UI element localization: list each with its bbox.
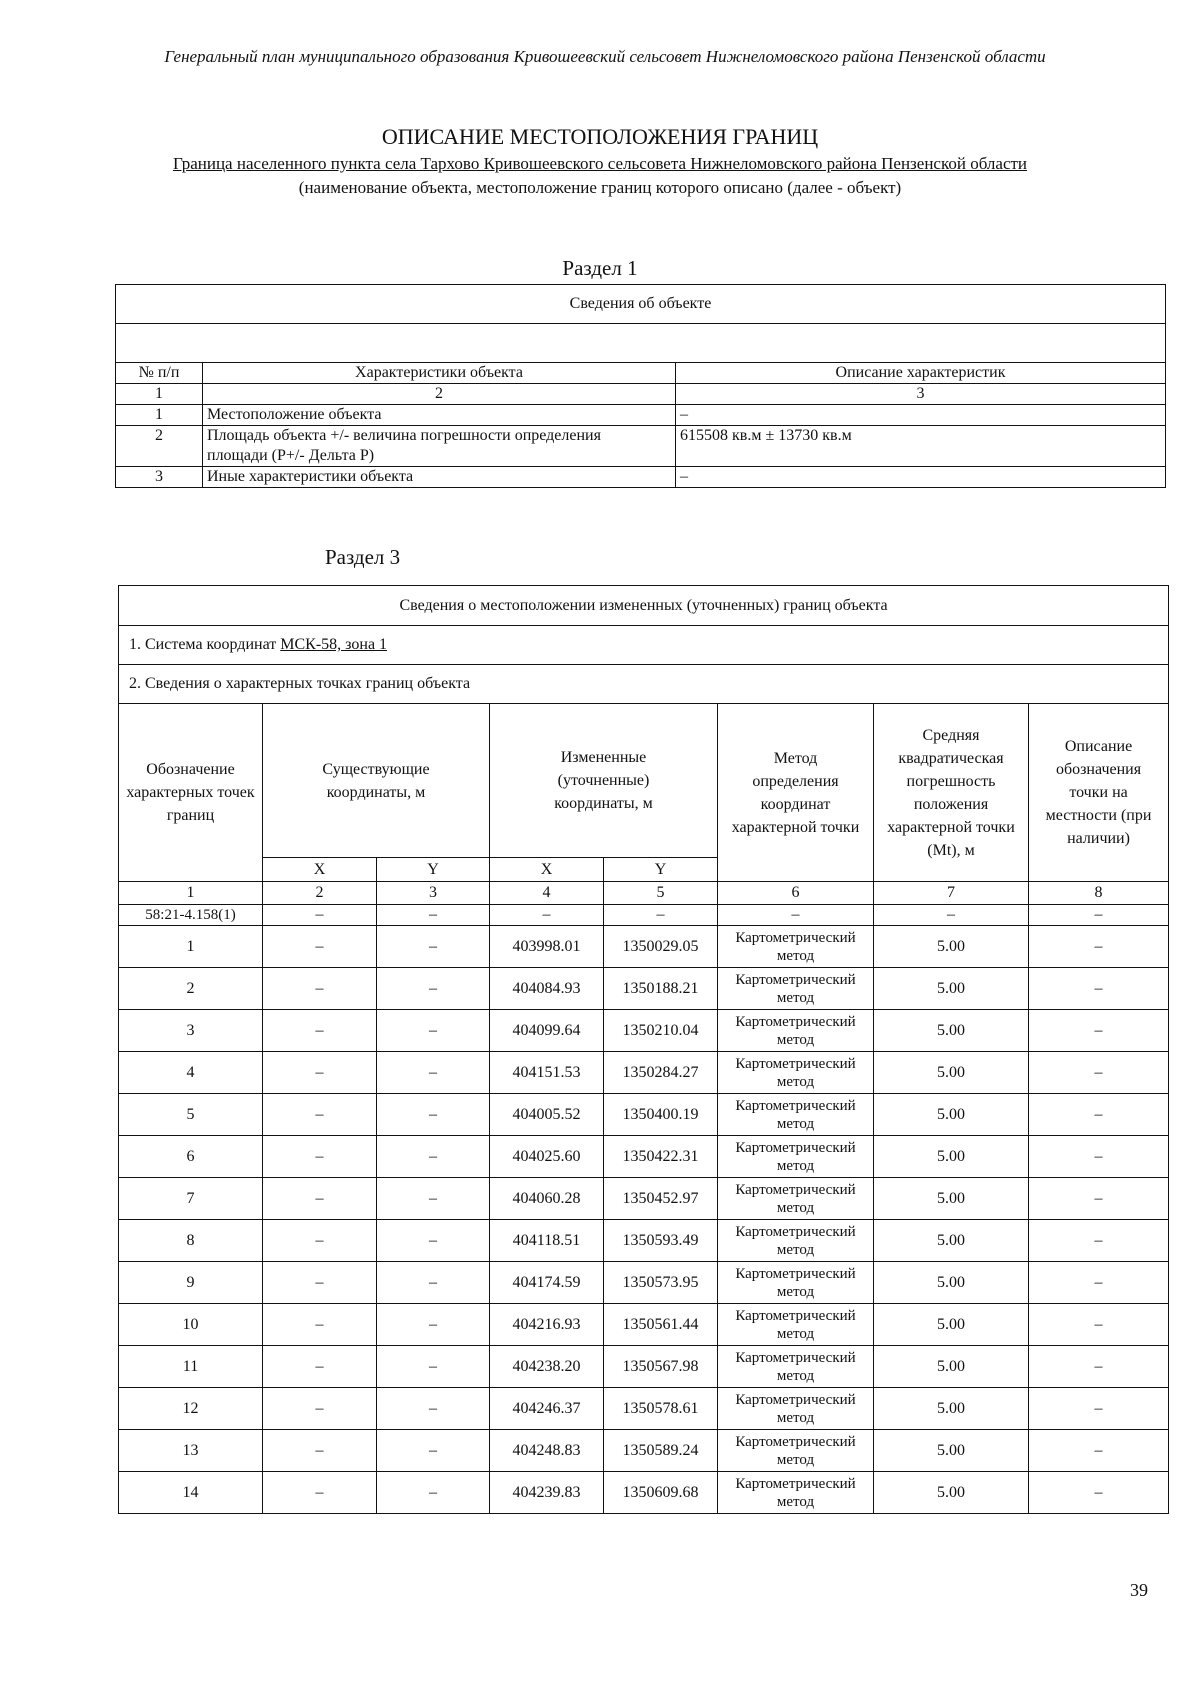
new-x: 404099.64: [490, 1010, 604, 1052]
new-x: 404216.93: [490, 1304, 604, 1346]
document-note: (наименование объекта, местоположение границ которого описано (далее - объект): [298, 178, 902, 197]
point-number: 6: [119, 1136, 263, 1178]
existing-y: –: [377, 1052, 490, 1094]
column-number: 3: [676, 384, 1166, 405]
mt-cell: 5.00: [874, 1430, 1029, 1472]
existing-x: –: [263, 1304, 377, 1346]
new-y: 1350561.44: [604, 1304, 718, 1346]
new-x: 404118.51: [490, 1220, 604, 1262]
new-y: 1350578.61: [604, 1388, 718, 1430]
table-title: Сведения об объекте: [116, 285, 1166, 324]
point-number: 4: [119, 1052, 263, 1094]
point-number: 7: [119, 1178, 263, 1220]
method-cell: Картометрический метод: [718, 1094, 874, 1136]
column-header: Описание характеристик: [676, 363, 1166, 384]
table-row: [119, 1388, 1169, 1430]
point-number: 5: [119, 1094, 263, 1136]
point-number: 11: [119, 1346, 263, 1388]
table-row: [119, 1178, 1169, 1220]
method-cell: Картометрический метод: [718, 1430, 874, 1472]
header-row: [119, 704, 1169, 858]
description-cell: –: [1029, 1220, 1169, 1262]
mt-cell: 5.00: [874, 926, 1029, 968]
mt-cell: 5.00: [874, 1052, 1029, 1094]
method-cell: Картометрический метод: [718, 1136, 874, 1178]
axis-label-y: Y: [377, 858, 490, 882]
new-y: 1350422.31: [604, 1136, 718, 1178]
axis-label-x: X: [490, 858, 604, 882]
new-y: 1350400.19: [604, 1094, 718, 1136]
table-row: [119, 1430, 1169, 1472]
new-y: 1350609.68: [604, 1472, 718, 1514]
table-row: [119, 1010, 1169, 1052]
existing-x: –: [263, 1010, 377, 1052]
description-cell: –: [1029, 1430, 1169, 1472]
column-header: № п/п: [116, 363, 203, 384]
existing-y: –: [377, 1472, 490, 1514]
new-x: 404174.59: [490, 1262, 604, 1304]
method-cell: Картометрический метод: [718, 1346, 874, 1388]
column-header: Средняя квадратическая погрешность положения характерной точки (Mt), м: [874, 704, 1029, 882]
existing-x: –: [263, 1346, 377, 1388]
existing-y: –: [377, 1346, 490, 1388]
existing-x: –: [263, 1430, 377, 1472]
description-cell: –: [1029, 1136, 1169, 1178]
description-cell: –: [1029, 1178, 1169, 1220]
column-number: 1: [116, 384, 203, 405]
section-1-table: [115, 284, 1166, 488]
table-row: [119, 1094, 1169, 1136]
existing-x: –: [263, 1388, 377, 1430]
existing-x: –: [263, 926, 377, 968]
section-1-label: Раздел 1: [562, 256, 638, 280]
section-3-label: Раздел 3: [325, 545, 401, 569]
mt-cell: 5.00: [874, 1304, 1029, 1346]
column-number: 2: [263, 882, 377, 905]
existing-x: –: [263, 1262, 377, 1304]
method-cell: Картометрический метод: [718, 926, 874, 968]
characteristic-value: 615508 кв.м ± 13730 кв.м: [676, 426, 1166, 467]
spacer-row: [116, 324, 1166, 363]
description-cell: –: [1029, 1388, 1169, 1430]
existing-y: –: [377, 1178, 490, 1220]
axis-label-x: X: [263, 858, 377, 882]
section-3-table: [118, 585, 1169, 1514]
new-x: 404060.28: [490, 1178, 604, 1220]
new-y: 1350452.97: [604, 1178, 718, 1220]
running-header: Генеральный план муниципального образования Кривошеевский сельсовет Нижнеломовского района Пензенской области: [164, 47, 1046, 66]
table-row: [119, 968, 1169, 1010]
column-header: Характеристики объекта: [203, 363, 676, 384]
mt-cell: 5.00: [874, 1220, 1029, 1262]
existing-y: –: [377, 1262, 490, 1304]
point-number: 2: [119, 968, 263, 1010]
table-row: [116, 405, 1166, 426]
existing-x: –: [263, 1052, 377, 1094]
point-number: 1: [119, 926, 263, 968]
column-number: 8: [1029, 882, 1169, 905]
point-number: 8: [119, 1220, 263, 1262]
column-number: 4: [490, 882, 604, 905]
description-cell: –: [1029, 1052, 1169, 1094]
mt-cell: 5.00: [874, 1472, 1029, 1514]
dash-cell: –: [874, 905, 1029, 926]
new-y: 1350567.98: [604, 1346, 718, 1388]
dash-cell: –: [604, 905, 718, 926]
table-row: [119, 1052, 1169, 1094]
point-number: 12: [119, 1388, 263, 1430]
column-number: 2: [203, 384, 676, 405]
description-cell: –: [1029, 1094, 1169, 1136]
new-y: 1350188.21: [604, 968, 718, 1010]
description-cell: –: [1029, 926, 1169, 968]
new-x: 404005.52: [490, 1094, 604, 1136]
mt-cell: 5.00: [874, 1178, 1029, 1220]
characteristic-value: –: [676, 405, 1166, 426]
column-number: 6: [718, 882, 874, 905]
table-title-row: [119, 586, 1169, 626]
new-x: 404151.53: [490, 1052, 604, 1094]
existing-y: –: [377, 1304, 490, 1346]
new-y: 1350210.04: [604, 1010, 718, 1052]
new-x: 404238.20: [490, 1346, 604, 1388]
new-x: 403998.01: [490, 926, 604, 968]
method-cell: Картометрический метод: [718, 1472, 874, 1514]
dash-cell: –: [263, 905, 377, 926]
column-number: 7: [874, 882, 1029, 905]
existing-y: –: [377, 1220, 490, 1262]
column-number-row: [116, 384, 1166, 405]
column-header: Измененные (уточненные) координаты, м: [490, 704, 718, 858]
column-header: Описание обозначения точки на местности (при наличии): [1029, 704, 1169, 882]
existing-x: –: [263, 1136, 377, 1178]
contour-label: 58:21-4.158(1): [119, 905, 263, 926]
contour-row: [119, 905, 1169, 926]
existing-y: –: [377, 968, 490, 1010]
new-x: 404248.83: [490, 1430, 604, 1472]
method-cell: Картометрический метод: [718, 1052, 874, 1094]
row-number: 2: [116, 426, 203, 467]
point-number: 9: [119, 1262, 263, 1304]
new-y: 1350284.27: [604, 1052, 718, 1094]
new-x: 404084.93: [490, 968, 604, 1010]
points-title-row: [119, 665, 1169, 704]
description-cell: –: [1029, 1262, 1169, 1304]
table-row: [119, 1136, 1169, 1178]
table-row: [119, 1472, 1169, 1514]
row-number: 1: [116, 405, 203, 426]
dash-cell: –: [490, 905, 604, 926]
method-cell: Картометрический метод: [718, 1010, 874, 1052]
characteristic-value: –: [676, 467, 1166, 488]
method-cell: Картометрический метод: [718, 1220, 874, 1262]
method-cell: Картометрический метод: [718, 968, 874, 1010]
page-number: 39: [1130, 1580, 1148, 1600]
table-row: [119, 926, 1169, 968]
new-x: 404239.83: [490, 1472, 604, 1514]
dash-cell: –: [377, 905, 490, 926]
existing-x: –: [263, 1094, 377, 1136]
column-number: 1: [119, 882, 263, 905]
method-cell: Картометрический метод: [718, 1388, 874, 1430]
table-title-row: [116, 285, 1166, 324]
point-number: 10: [119, 1304, 263, 1346]
existing-y: –: [377, 926, 490, 968]
coordinate-system-row: [119, 626, 1169, 665]
column-header: Существующие координаты, м: [263, 704, 490, 858]
column-header: Метод определения координат характерной точки: [718, 704, 874, 882]
table-row: [116, 426, 1166, 467]
new-y: 1350589.24: [604, 1430, 718, 1472]
header-row: [116, 363, 1166, 384]
column-number: 3: [377, 882, 490, 905]
table-title: Сведения о местоположении измененных (уточненных) границ объекта: [119, 586, 1169, 626]
description-cell: –: [1029, 1346, 1169, 1388]
document-title: ОПИСАНИЕ МЕСТОПОЛОЖЕНИЯ ГРАНИЦ: [381, 124, 819, 149]
mt-cell: 5.00: [874, 1136, 1029, 1178]
points-title: 2. Сведения о характерных точках границ объекта: [119, 665, 1169, 704]
axis-label-y: Y: [604, 858, 718, 882]
existing-y: –: [377, 1010, 490, 1052]
table-row: [119, 1304, 1169, 1346]
document-subtitle: Граница населенного пункта села Тархово Кривошеевского сельсовета Нижнеломовского района Пензенской области: [172, 154, 1028, 173]
description-cell: –: [1029, 968, 1169, 1010]
characteristic-name: Площадь объекта +/- величина погрешности определения площади (P+/- Дельта P): [203, 426, 676, 467]
existing-x: –: [263, 1472, 377, 1514]
mt-cell: 5.00: [874, 1094, 1029, 1136]
point-number: 14: [119, 1472, 263, 1514]
existing-x: –: [263, 1178, 377, 1220]
column-number-row: [119, 882, 1169, 905]
method-cell: Картометрический метод: [718, 1262, 874, 1304]
new-y: 1350029.05: [604, 926, 718, 968]
column-number: 5: [604, 882, 718, 905]
column-header: Обозначение характерных точек границ: [119, 704, 263, 882]
dash-cell: –: [718, 905, 874, 926]
table-row: [119, 1262, 1169, 1304]
characteristic-name: Иные характеристики объекта: [203, 467, 676, 488]
existing-x: –: [263, 1220, 377, 1262]
existing-y: –: [377, 1430, 490, 1472]
point-number: 3: [119, 1010, 263, 1052]
existing-y: –: [377, 1094, 490, 1136]
characteristic-name: Местоположение объекта: [203, 405, 676, 426]
table-row: [116, 467, 1166, 488]
mt-cell: 5.00: [874, 1346, 1029, 1388]
mt-cell: 5.00: [874, 968, 1029, 1010]
mt-cell: 5.00: [874, 1388, 1029, 1430]
method-cell: Картометрический метод: [718, 1178, 874, 1220]
existing-y: –: [377, 1388, 490, 1430]
mt-cell: 5.00: [874, 1010, 1029, 1052]
table-row: [119, 1220, 1169, 1262]
new-x: 404246.37: [490, 1388, 604, 1430]
description-cell: –: [1029, 1010, 1169, 1052]
description-cell: –: [1029, 1472, 1169, 1514]
point-number: 13: [119, 1430, 263, 1472]
existing-y: –: [377, 1136, 490, 1178]
row-number: 3: [116, 467, 203, 488]
mt-cell: 5.00: [874, 1262, 1029, 1304]
new-y: 1350573.95: [604, 1262, 718, 1304]
coordinate-system-label: 1. Система координат: [129, 636, 281, 653]
new-y: 1350593.49: [604, 1220, 718, 1262]
existing-x: –: [263, 968, 377, 1010]
coordinate-system-value: МСК-58, зона 1: [280, 636, 388, 653]
points-table-body: [119, 926, 1169, 1514]
table-row: [119, 1346, 1169, 1388]
description-cell: –: [1029, 1304, 1169, 1346]
dash-cell: –: [1029, 905, 1169, 926]
new-x: 404025.60: [490, 1136, 604, 1178]
method-cell: Картометрический метод: [718, 1304, 874, 1346]
